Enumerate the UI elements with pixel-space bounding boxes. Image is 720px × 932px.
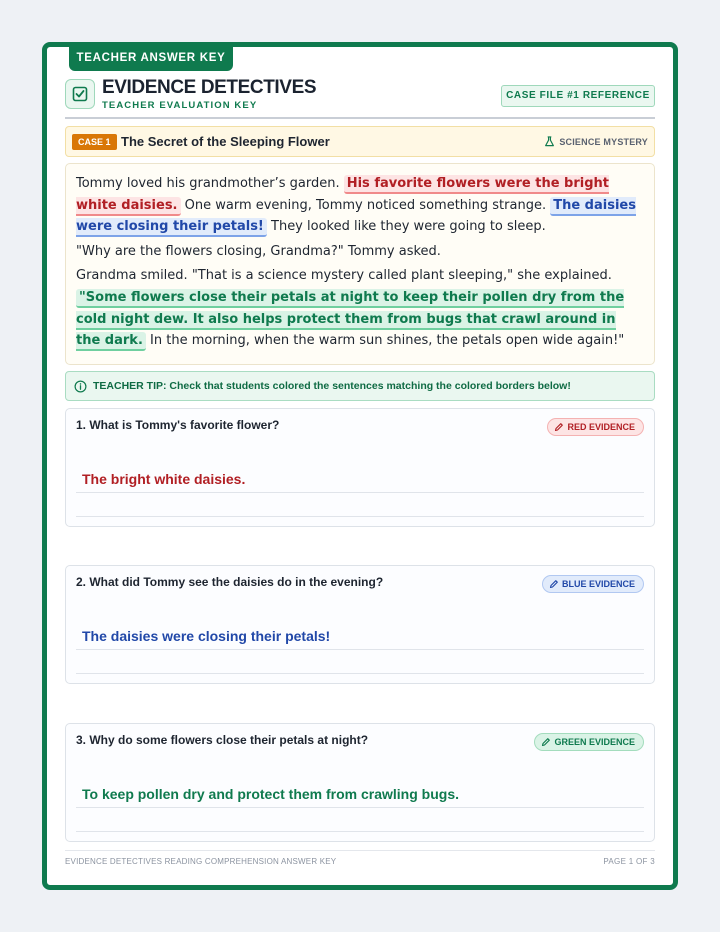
green-evidence-pill [534,733,644,751]
story-text-box [65,163,655,365]
red-evidence-highlight: His favorite flowers were the bright white daisies. [76,175,609,216]
footer-divider [65,850,655,851]
genre-text: SCIENCE MYSTERY [559,137,648,147]
blue-evidence-highlight: The daisies were closing their petals! [76,197,636,238]
story-paragraph-3 [76,265,644,351]
red-evidence-pill [547,418,644,436]
story-paragraph-2: "Why are the flowers closing, Grandma?" Tommy asked. [76,243,441,259]
story-text: Tommy loved his grandmother’s garden. [76,176,344,191]
answer-line [76,492,644,493]
header-divider [65,117,655,119]
answer-line [76,831,644,832]
teacher-tip-text: TEACHER TIP: Check that students colored the sentences matching the colored borders below! [93,380,571,392]
blue-evidence-pill [542,575,644,593]
answer-key-sheet [42,42,678,890]
story-title: The Secret of the Sleeping Flower [121,134,330,149]
page-number: PAGE 1 OF 3 [603,857,655,866]
answer-line [76,649,644,650]
page-subtitle: TEACHER EVALUATION KEY [102,100,258,111]
question-text: 1. What is Tommy's favorite flower? [76,418,280,432]
answer-text: The bright white daisies. [82,471,246,487]
story-header [65,126,655,157]
story-text: In the morning, when the warm sun shines, the petals open wide again!" [145,333,625,349]
flask-icon [544,136,555,149]
answer-line [76,516,644,517]
answer-text: To keep pollen dry and protect them from crawling bugs. [82,786,460,802]
pencil-icon [541,737,551,747]
page-header [65,77,655,117]
pencil-icon [549,579,559,589]
case-file-reference-badge: CASE FILE #1 REFERENCE [501,85,655,107]
checkbox-icon [65,79,95,109]
evidence-label: RED EVIDENCE [567,422,635,432]
green-evidence-highlight: "Some flowers close their petals at night to keep their pollen dry from the cold night dew. It also helps protect them from bugs that crawl around in the dark. [76,289,624,351]
page-title: EVIDENCE DETECTIVES [102,77,317,98]
question-text: 3. Why do some flowers close their petals at night? [76,733,369,747]
answer-line [76,807,644,808]
story-text: One warm evening, Tommy noticed something strange. [180,197,551,213]
answer-text: The daisies were closing their petals! [82,628,331,644]
case-badge: CASE 1 [72,134,117,150]
question-text: 2. What did Tommy see the daisies do in the evening? [76,575,384,589]
story-paragraph-1 [76,173,644,238]
evidence-label: GREEN EVIDENCE [554,737,635,747]
teacher-tip-banner [65,371,655,401]
answer-line [76,673,644,674]
question-card-2 [65,565,655,684]
genre-label [544,136,648,149]
info-icon [74,380,87,398]
story-text: They looked like they were going to sleep. [266,219,546,235]
pencil-icon [554,422,564,432]
question-card-3 [65,723,655,842]
evidence-label: BLUE EVIDENCE [561,579,635,589]
teacher-answer-key-tab: TEACHER ANSWER KEY [69,45,233,71]
story-text: Grandma smiled. "That is a science mystery called plant sleeping," she explained. [76,268,612,284]
question-card-1 [65,408,655,527]
footer-title: EVIDENCE DETECTIVES READING COMPREHENSION ANSWER KEY [65,857,337,866]
